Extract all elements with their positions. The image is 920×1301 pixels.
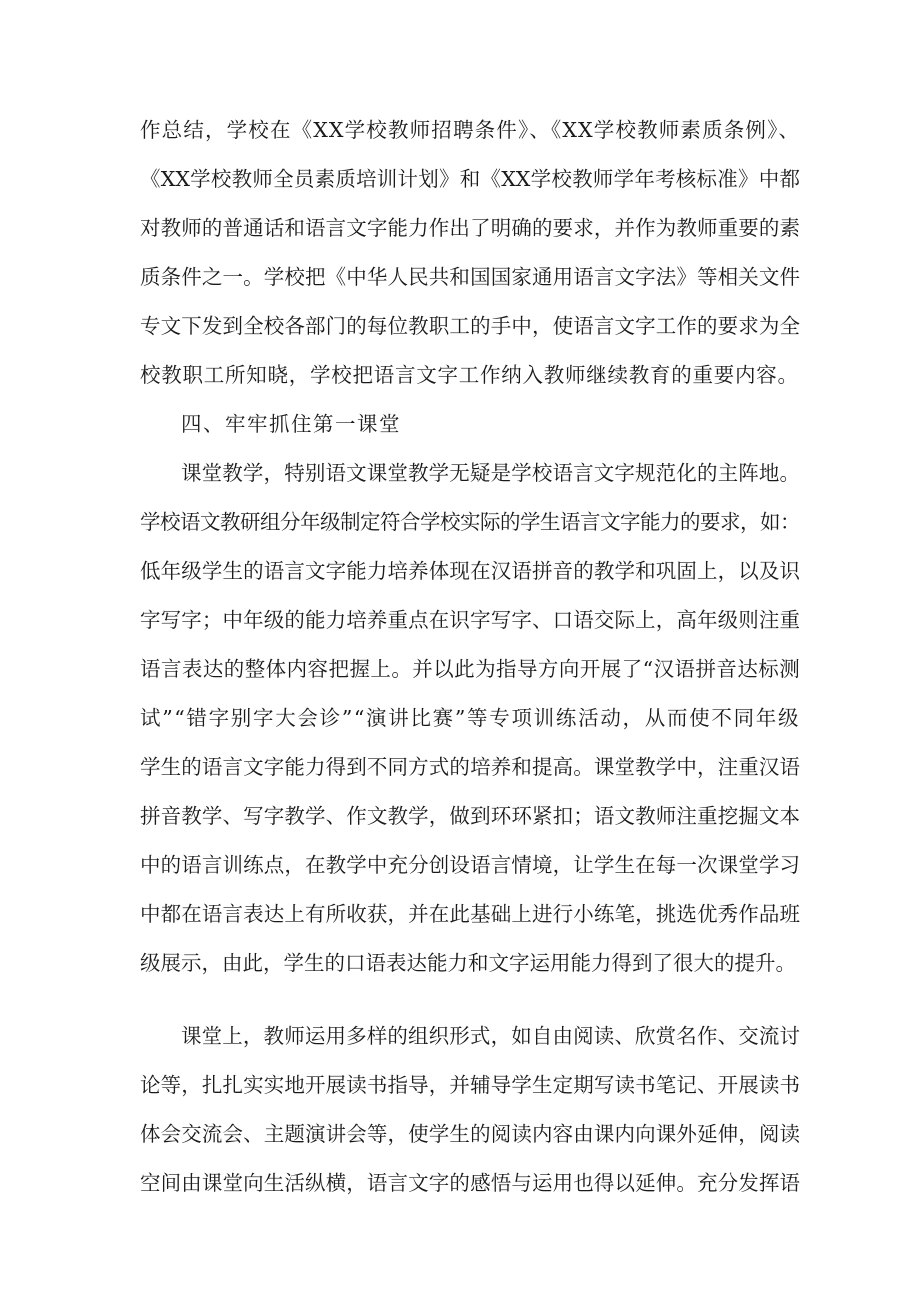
text-line: 中都在语言表达上有所收获，并在此基础上进行小练笔，挑选优秀作品班 bbox=[140, 902, 800, 926]
text-line: 体会交流会、主题演讲会等，使学生的阅读内容由课内向课外延伸，阅读 bbox=[140, 1122, 800, 1146]
text-line: 级展示，由此，学生的口语表达能力和文字运用能力得到了很大的提升。 bbox=[140, 951, 796, 975]
text-line: 作总结，学校在《XX学校教师招聘条件》、《XX学校教师素质条例》、 bbox=[140, 118, 800, 142]
text-line: 质条件之一。学校把《中华人民共和国国家通用语言文字法》等相关文件 bbox=[140, 265, 800, 289]
text-line: 拼音教学、写字教学、作文教学，做到环环紧扣；语文教师注重挖掘文本 bbox=[140, 804, 800, 828]
text-line: 学校语文教研组分年级制定符合学校实际的学生语言文字能力的要求，如： bbox=[140, 510, 800, 534]
text-line: 《XX学校教师全员素质培训计划》和《XX学校教师学年考核标准》中都 bbox=[140, 167, 800, 191]
text-line: 字写字；中年级的能力培养重点在识字写字、口语交际上，高年级则注重 bbox=[140, 608, 800, 632]
text-line: 对教师的普通话和语言文字能力作出了明确的要求，并作为教师重要的素 bbox=[140, 216, 800, 240]
text-line: 专文下发到全校各部门的每位教职工的手中，使语言文字工作的要求为全 bbox=[140, 314, 800, 338]
text-line: 低年级学生的语言文字能力培养体现在汉语拼音的教学和巩固上，以及识 bbox=[140, 559, 800, 583]
text-line: 语言表达的整体内容把握上。并以此为指导方向开展了“汉语拼音达标测 bbox=[140, 657, 800, 681]
text-line: 试”“错字别字大会诊”“演讲比赛”等专项训练活动，从而使不同年级 bbox=[140, 706, 800, 730]
text-line: 学生的语言文字能力得到不同方式的培养和提高。课堂教学中，注重汉语 bbox=[140, 755, 800, 779]
text-line: 课堂上，教师运用多样的组织形式，如自由阅读、欣赏名作、交流讨 bbox=[181, 1024, 800, 1048]
text-line: 校教职工所知晓，学校把语言文字工作纳入教师继续教育的重要内容。 bbox=[140, 363, 799, 387]
text-line: 空间由课堂向生活纵横，语言文字的感悟与运用也得以延伸。充分发挥语 bbox=[140, 1171, 800, 1195]
section-heading: 四、牢牢抓住第一课堂 bbox=[181, 412, 401, 436]
text-line: 论等，扎扎实实地开展读书指导，并辅导学生定期写读书笔记、开展读书 bbox=[140, 1073, 800, 1097]
text-line: 中的语言训练点，在教学中充分创设语言情境，让学生在每一次课堂学习 bbox=[140, 853, 800, 877]
text-line: 课堂教学，特别语文课堂教学无疑是学校语言文字规范化的主阵地。 bbox=[181, 461, 800, 485]
